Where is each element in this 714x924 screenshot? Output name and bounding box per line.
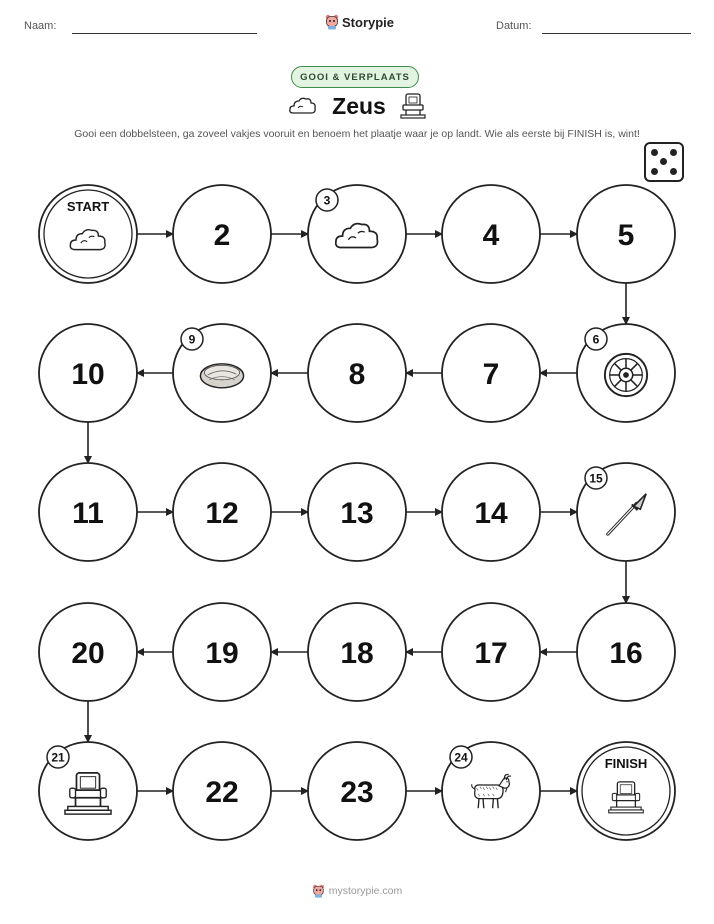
cell-number: 9 [188,332,196,347]
instructions: Gooi een dobbelsteen, ga zoveel vakjes vooruit en benoem het plaatje waar je op landt. Wie als eerste bij FINISH is, wint! [74,128,640,140]
board-cell [308,742,406,840]
cell-number: 5 [617,219,635,252]
cell-number: 12 [205,497,239,530]
cell-number: 20 [71,637,105,670]
board-cell [173,603,271,701]
chariot-wheel-icon [605,354,647,396]
cell-number: 3 [323,193,331,208]
board-cell [577,742,675,840]
cell-number: 22 [205,776,239,809]
board-cell [577,324,675,422]
board-cell [173,742,271,840]
cell-number: 4 [482,219,500,252]
cell-number: 2 [213,219,231,252]
cell-number: 10 [71,358,105,391]
board-cell [577,185,675,283]
board-cell [442,185,540,283]
cell-number: 21 [51,750,65,765]
board-cell [308,463,406,561]
board-cell [39,324,137,422]
cell-number: 16 [609,637,643,670]
cell-number: 23 [340,776,374,809]
board-cell [308,603,406,701]
brand-name: Storypie [342,14,395,30]
board-cells [39,185,675,840]
board-cell [442,463,540,561]
finish-label: FINISH [604,756,648,771]
cell-number: 13 [340,497,374,530]
name-label: Naam: [24,20,57,32]
cell-number: 24 [454,750,468,765]
board-cell [39,463,137,561]
board-cell [173,185,271,283]
footer-site: mystorypie.com [328,885,403,897]
board-cell [173,324,271,422]
page-title: Zeus [332,92,386,119]
cell-number: 19 [205,637,239,670]
board-cell [442,742,540,840]
cell-number: 8 [348,358,366,391]
board-cell [308,324,406,422]
board-cell [39,603,137,701]
board-cell [39,185,137,283]
date-label: Datum: [496,20,532,32]
board-cell [442,324,540,422]
start-label: START [66,199,110,214]
board-cell [442,603,540,701]
storypie-mascot-icon [312,884,325,898]
cell-number: 11 [72,497,104,530]
cell-number: 7 [482,358,500,391]
board-cell [577,463,675,561]
board-cell [39,742,137,840]
footer [0,884,714,898]
board-cell [173,463,271,561]
activity-badge: GOOI & VERPLAATS [291,66,419,88]
stone-icon [200,364,243,388]
cell-number: 18 [340,637,374,670]
cell-number: 15 [589,471,603,486]
cell-number: 6 [592,332,600,347]
board-cell [577,603,675,701]
cell-number: 17 [474,637,508,670]
cell-number: 14 [474,497,508,530]
board-cell [308,185,406,283]
